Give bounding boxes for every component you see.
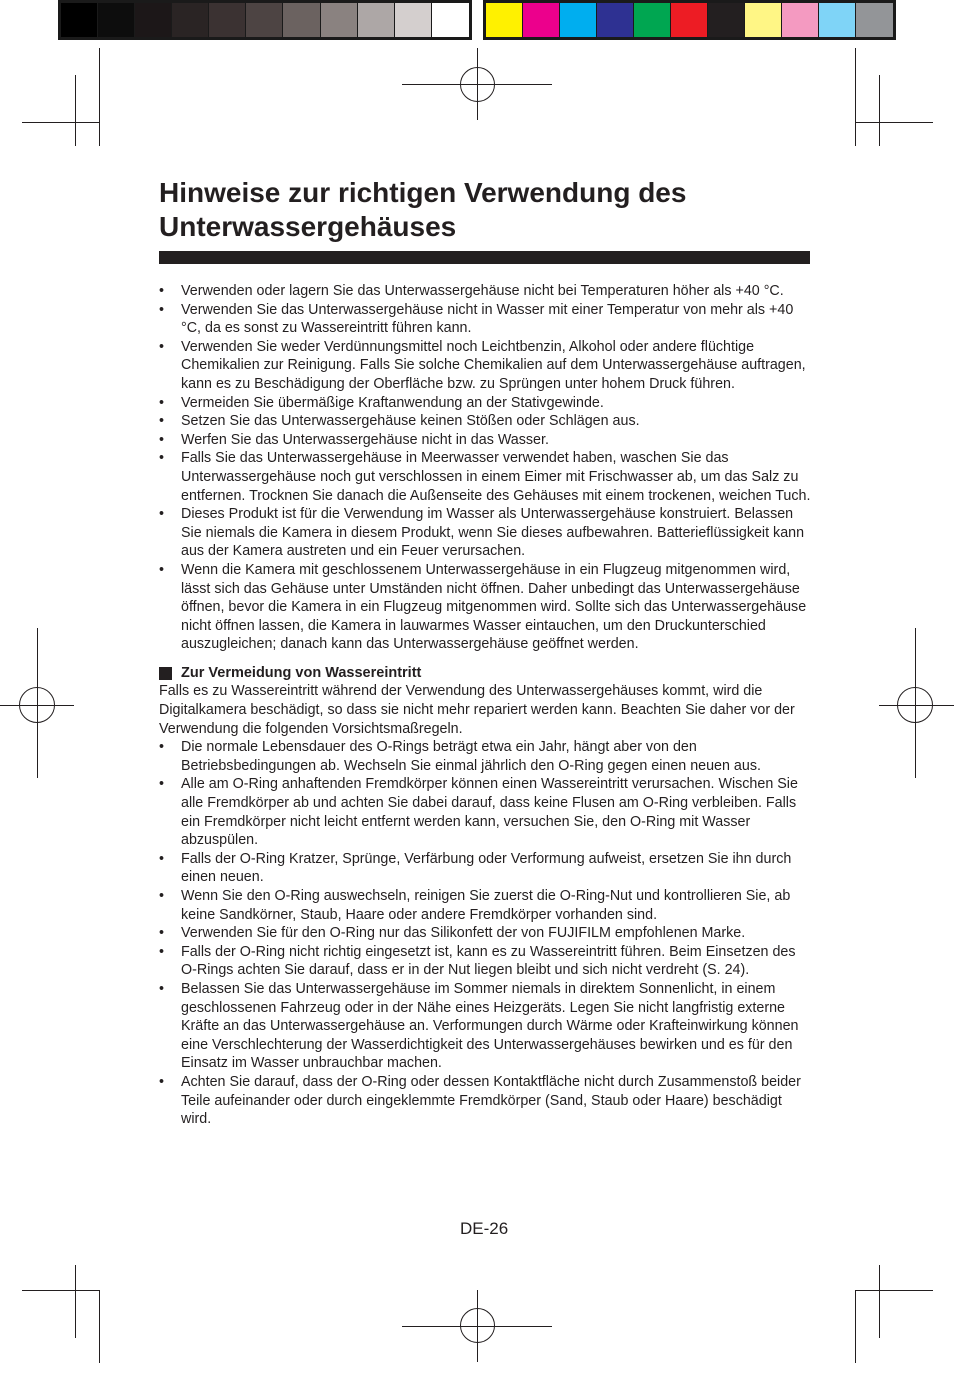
list-item bbox=[159, 505, 814, 561]
process-color-swatch bbox=[634, 3, 671, 37]
grayscale-swatch bbox=[358, 3, 395, 37]
section-list-item bbox=[159, 943, 814, 980]
list-item-text: Verwenden Sie das Unterwassergehäuse nicht in Wasser mit einer Temperatur von mehr als +40 °C, da es sonst zu Wassereintritt führen kann. bbox=[181, 301, 794, 337]
process-color-swatch bbox=[856, 3, 893, 37]
section-list-item-text: Die normale Lebensdauer des O-Rings beträgt etwa ein Jahr, hängt aber von den Betriebsbedingungen ab. Wechseln Sie einmal jährlich den O-Ring gegen einen neuen aus. bbox=[181, 739, 761, 774]
section-intro: Falls es zu Wassereintritt während der Verwendung des Unterwassergehäuses kommt, wird die Digitalkamera beschädigt, so dass sie nicht mehr repariert werden kann. Beachten Sie daher vor der Verwendung die folgenden Vorsichtsmaßregeln. bbox=[159, 683, 795, 737]
bullet-icon: • bbox=[159, 739, 165, 756]
section-list bbox=[159, 738, 814, 1128]
list-item-text: Werfen Sie das Unterwassergehäuse nicht in das Wasser. bbox=[181, 431, 549, 448]
bullet-icon: • bbox=[159, 888, 165, 904]
section-heading bbox=[159, 664, 814, 683]
list-item bbox=[159, 431, 814, 450]
list-item-text: Verwenden oder lagern Sie das Unterwassergehäuse nicht bei Temperaturen höher als +40 °C. bbox=[181, 283, 784, 299]
list-item bbox=[159, 282, 814, 301]
section-list-item-text: Belassen Sie das Unterwassergehäuse im Sommer niemals in direktem Sonnenlicht, in einem geschlossenen Fahrzeug oder in der Nähe eines Heizgeräts. Legen Sie nicht langfristig externe Kräfte an das Unterwassergehäuse an. Verformungen durch Wärme oder Krafteinwirkung können eine Verschlechterung der Wasserdichtigkeit des Unterwassergehäuses bewirken und es für den Einsatz im Wasser unbrauchbar machen. bbox=[181, 980, 799, 1072]
section-list-item-text: Wenn Sie den O-Ring auswechseln, reinigen Sie zuerst die O-Ring-Nut und kontrollieren Sie, ab keine Sandkörner, Staub, Haare oder andere Fremdkörper vorhanden sind. bbox=[181, 888, 791, 923]
section-list-item bbox=[159, 775, 814, 849]
main-list bbox=[159, 282, 814, 654]
list-item-text: Wenn die Kamera mit geschlossenem Unterwassergehäuse in ein Flugzeug mitgenommen wird, lässt sich das Gehäuse unter Umständen nicht öffnen. Daher unbedingt das Unterwassergehäuse öffnen, bevor die Kamera in ein Flugzeug mitgenommen wird. Sollte sich das Unterwassergehäuse nicht öffnen lassen, die Kamera in lauwarmes Wasser eintauchen, um den Druckunterschied auszugleichen; danach kann das Unterwassergehäuse geöffnet werden. bbox=[181, 561, 807, 653]
process-color-swatch bbox=[486, 3, 523, 37]
bullet-icon: • bbox=[159, 980, 165, 997]
grayscale-swatch bbox=[395, 3, 432, 37]
section-list-item-text: Verwenden Sie für den O-Ring nur das Silikonfett der von FUJIFILM empfohlenen Marke. bbox=[181, 925, 746, 942]
grayscale-swatch bbox=[172, 3, 209, 37]
section-list-item bbox=[159, 1073, 814, 1129]
grayscale-swatch bbox=[135, 3, 172, 37]
grayscale-swatch bbox=[98, 3, 135, 37]
list-item-text: Falls Sie das Unterwassergehäuse in Meerwasser verwendet haben, waschen Sie das Unterwassergehäuse noch gut verschlossen in einem Eimer mit Frischwasser ab, um das Salz zu entfernen. Trocknen Sie danach die Außenseite des Gehäuses mit einem trockenen, weichen Tuch. bbox=[181, 450, 811, 504]
bullet-icon: • bbox=[159, 431, 165, 448]
grayscale-swatch bbox=[209, 3, 246, 37]
grayscale-swatch bbox=[432, 3, 469, 37]
process-color-swatch bbox=[819, 3, 856, 37]
grayscale-swatch bbox=[321, 3, 358, 37]
section-heading-text: Zur Vermeidung von Wassereintritt bbox=[181, 664, 422, 681]
list-item-text: Setzen Sie das Unterwassergehäuse keinen Stößen oder Schlägen aus. bbox=[181, 413, 640, 430]
process-color-swatch bbox=[597, 3, 634, 37]
list-item bbox=[159, 449, 814, 505]
process-color-swatch bbox=[671, 3, 708, 37]
bullet-icon: • bbox=[159, 450, 165, 467]
section-list-item-text: Achten Sie darauf, dass der O-Ring oder dessen Kontaktfläche nicht durch Zusammenstoß beider Teile aufeinander oder durch eingeklemmte Fremdkörper (Sand, Staub oder Haare) beschädigt wird. bbox=[181, 1073, 801, 1128]
list-item bbox=[159, 394, 814, 413]
section-list-item-text: Alle am O-Ring anhaftenden Fremdkörper können einen Wassereintritt verursachen. Wischen Sie alle Fremdkörper ab und achten Sie dabei darauf, dass keine Flusen am O-Ring verbleiben. Falls ein Fremdkörper nicht leicht entfernt werden kann, versuchen Sie, den O-Ring mit Wasser abzuspülen. bbox=[181, 776, 798, 849]
list-item-text: Vermeiden Sie übermäßige Kraftanwendung an der Stativgewinde. bbox=[181, 394, 604, 411]
process-color-swatch bbox=[560, 3, 597, 37]
bullet-icon: • bbox=[159, 943, 165, 960]
list-item-text: Dieses Produkt ist für die Verwendung im Wasser als Unterwassergehäuse konstruiert. Belassen Sie niemals die Kamera in diesem Produkt, wenn Sie dieses aufbewahren. Batterieflüssigkeit kann aus der Kamera austreten und ein Feuer verursachen. bbox=[181, 506, 805, 560]
grayscale-color-bar bbox=[58, 0, 472, 40]
bullet-icon: • bbox=[159, 925, 165, 942]
content bbox=[159, 282, 814, 1129]
section-list-item-text: Falls der O-Ring nicht richtig eingesetzt ist, kann es zu Wassereintritt führen. Beim Einsetzen des O-Rings achten Sie darauf, dass er in der Nut liegen bleibt und sich nicht verdreht (S. 24). bbox=[181, 943, 796, 979]
section-list-item bbox=[159, 850, 814, 887]
section-list-item bbox=[159, 980, 814, 1073]
list-item-text: Verwenden Sie weder Verdünnungsmittel noch Leichtbenzin, Alkohol oder andere flüchtige Chemikalien zur Reinigung. Falls Sie solche Chemikalien auf dem Unterwassergehäuse auftragen, kann es zu Beschädigung der Oberfläche bzw. zu Sprüngen unter hohem Druck führen. bbox=[181, 338, 806, 392]
bullet-icon: • bbox=[159, 506, 165, 523]
list-item bbox=[159, 338, 814, 394]
bullet-icon: • bbox=[159, 283, 165, 299]
process-color-swatch bbox=[523, 3, 560, 37]
title-rule bbox=[159, 251, 810, 264]
bullet-icon: • bbox=[159, 394, 165, 411]
bullet-icon: • bbox=[159, 776, 165, 793]
bullet-icon: • bbox=[159, 301, 165, 318]
list-item bbox=[159, 561, 814, 654]
section-list-item bbox=[159, 738, 814, 775]
section-list-item-text: Falls der O-Ring Kratzer, Sprünge, Verfärbung oder Verformung aufweist, ersetzen Sie ihn durch einen neuen. bbox=[181, 850, 792, 886]
grayscale-swatch bbox=[61, 3, 98, 37]
page-title: Hinweise zur richtigen Verwendung des Unterwassergehäuses bbox=[159, 177, 687, 242]
bullet-icon: • bbox=[159, 1073, 165, 1090]
page-number: DE-26 bbox=[460, 1219, 509, 1238]
section-list-item bbox=[159, 887, 814, 924]
process-color-swatch bbox=[708, 3, 745, 37]
list-item bbox=[159, 301, 814, 338]
list-item bbox=[159, 412, 814, 431]
process-color-bar bbox=[483, 0, 896, 40]
bullet-icon: • bbox=[159, 413, 165, 430]
grayscale-swatch bbox=[283, 3, 320, 37]
bullet-icon: • bbox=[159, 338, 165, 355]
section-list-item bbox=[159, 924, 814, 943]
process-color-swatch bbox=[745, 3, 782, 37]
grayscale-swatch bbox=[246, 3, 283, 37]
process-color-swatch bbox=[782, 3, 819, 37]
square-bullet-icon bbox=[159, 667, 172, 680]
bullet-icon: • bbox=[159, 561, 165, 578]
bullet-icon: • bbox=[159, 850, 165, 867]
